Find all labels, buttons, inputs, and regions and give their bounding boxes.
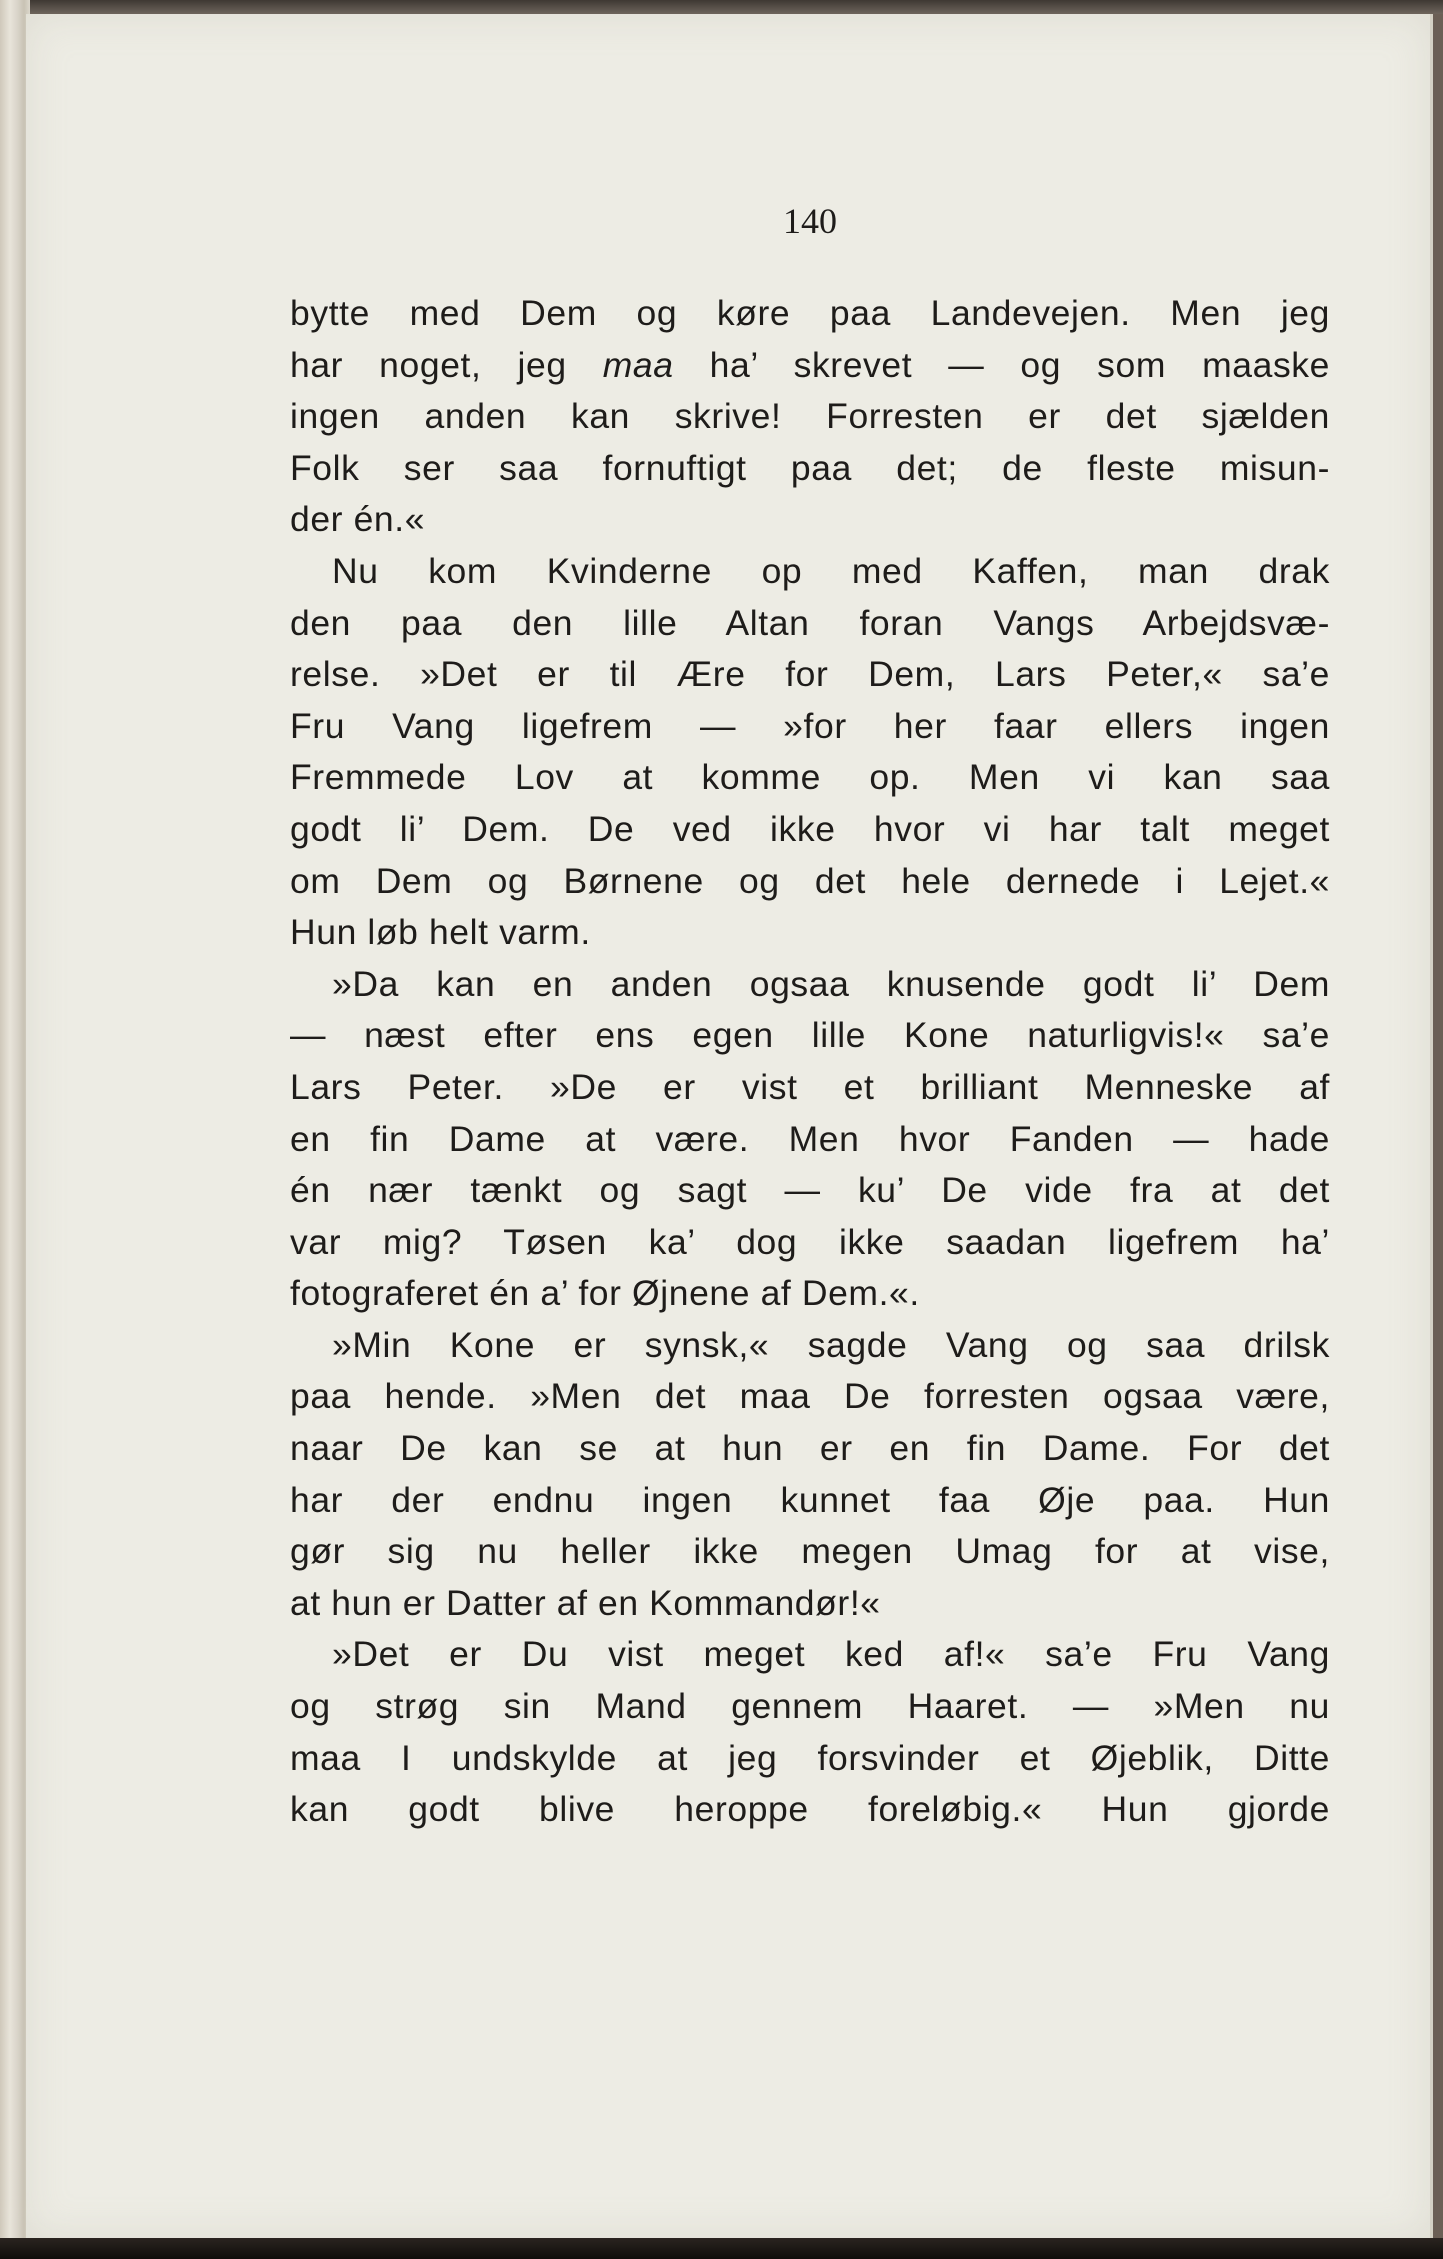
- text-line: én nær tænkt og sagt — ku’ De vide fra at det: [290, 1170, 1330, 1211]
- text-line: paa hende. »Men det maa De forresten ogsaa være,: [290, 1376, 1330, 1417]
- text-line: har der endnu ingen kunnet faa Øje paa. Hun: [290, 1479, 1330, 1520]
- text-line: Fremmede Lov at komme op. Men vi kan saa: [290, 757, 1330, 798]
- body-text: [290, 288, 1330, 1836]
- text-line: fotograferet én a’ for Øjnene af Dem.«.: [290, 1273, 920, 1314]
- scan-top-edge: [0, 0, 1443, 14]
- text-line: Nu kom Kvinderne op med Kaffen, man drak: [332, 550, 1330, 591]
- text-line: en fin Dame at være. Men hvor Fanden — hade: [290, 1118, 1330, 1159]
- text-line: om Dem og Børnene og det hele dernede i Lejet.«: [290, 860, 1330, 901]
- emphasis: maa: [602, 344, 674, 385]
- text-line: at hun er Datter af en Kommandør!«: [290, 1582, 881, 1623]
- text-line: »Det er Du vist meget ked af!« sa’e Fru Vang: [332, 1634, 1330, 1675]
- text-line: Hun løb helt varm.: [290, 912, 591, 953]
- text-line: var mig? Tøsen ka’ dog ikke saadan ligefrem ha’: [290, 1221, 1330, 1262]
- text-line: der én.«: [290, 499, 426, 540]
- text-line: — næst efter ens egen lille Kone naturligvis!« sa’e: [290, 1015, 1330, 1056]
- page-number: 140: [783, 201, 837, 241]
- text-line: den paa den lille Altan foran Vangs Arbejdsvæ-: [290, 602, 1330, 643]
- text-line: godt li’ Dem. De ved ikke hvor vi har talt meget: [290, 808, 1330, 849]
- text-line: og strøg sin Mand gennem Haaret. — »Men nu: [290, 1686, 1330, 1727]
- text-line: Folk ser saa fornuftigt paa det; de fleste misun-: [290, 447, 1330, 488]
- text-line: kan godt blive heroppe foreløbig.« Hun gjorde: [290, 1789, 1330, 1830]
- text-line: bytte med Dem og køre paa Landevejen. Men jeg: [290, 293, 1330, 333]
- text-line: naar De kan se at hun er en fin Dame. For det: [290, 1428, 1330, 1469]
- text-line: Fru Vang ligefrem — »for her faar ellers ingen: [290, 705, 1330, 746]
- text-line: »Da kan en anden ogsaa knusende godt li’ Dem: [332, 963, 1330, 1004]
- text-line: ingen anden kan skrive! Forresten er det sjælden: [290, 396, 1330, 437]
- text-line: gør sig nu heller ikke megen Umag for at vise,: [290, 1531, 1330, 1572]
- text-line: har noget, jeg maa ha’ skrevet — og som maaske: [290, 344, 1330, 385]
- text-line: maa I undskylde at jeg forsvinder et Øjeblik, Ditte: [290, 1737, 1330, 1778]
- text-line: »Min Kone er synsk,« sagde Vang og saa drilsk: [332, 1324, 1330, 1365]
- text-line: relse. »Det er til Ære for Dem, Lars Peter,« sa’e: [290, 654, 1330, 695]
- text-line: Lars Peter. »De er vist et brilliant Menneske af: [290, 1066, 1330, 1107]
- scan-bottom-edge: [0, 2238, 1443, 2259]
